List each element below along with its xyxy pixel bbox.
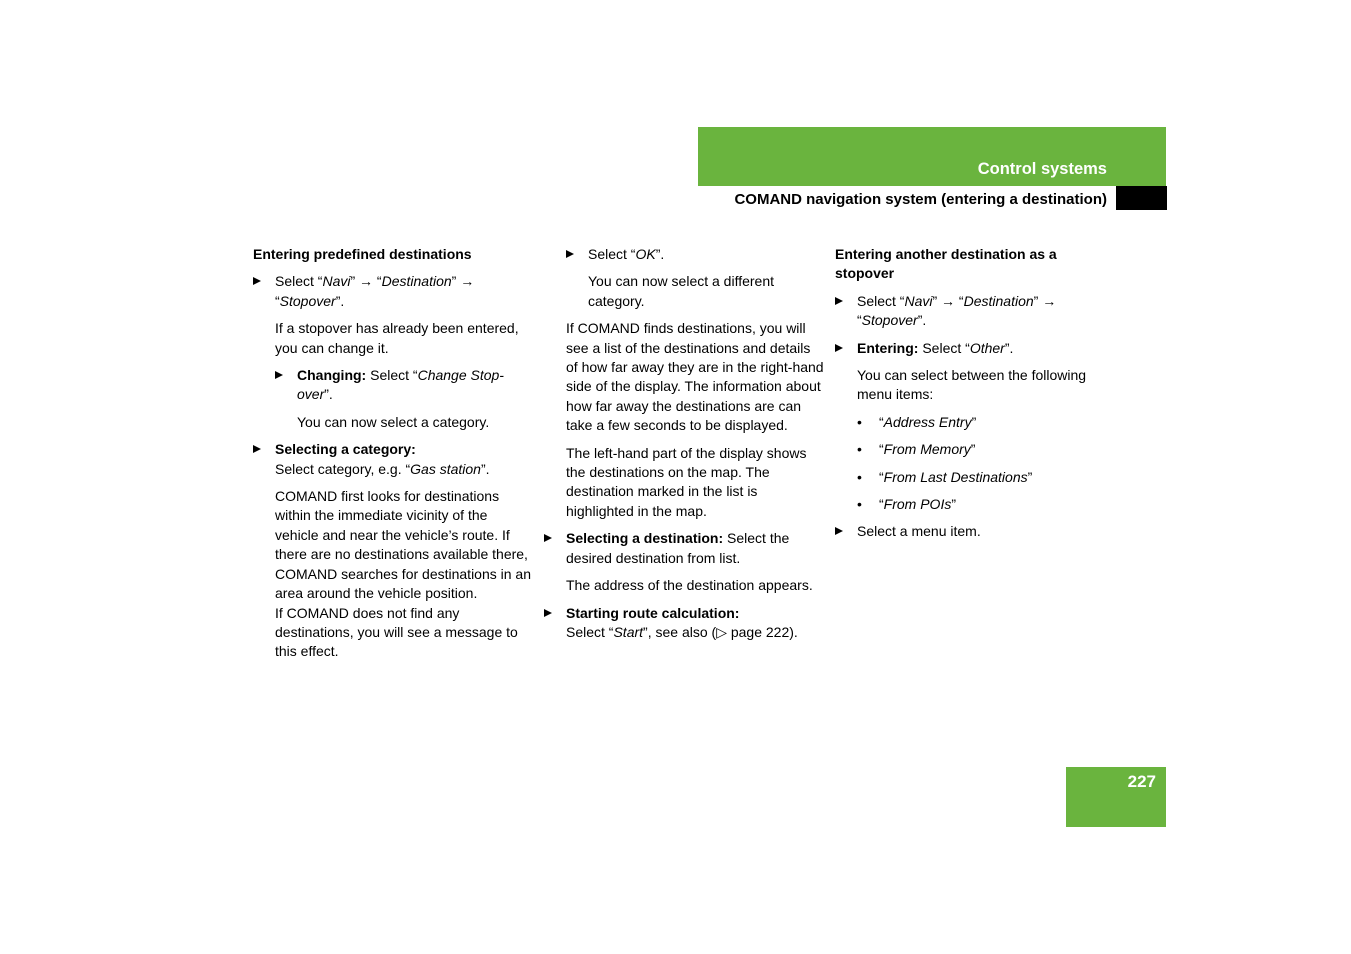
step-changing: Changing: Select “Change Stop-over”. bbox=[275, 366, 533, 405]
paragraph: The address of the destination appears. bbox=[566, 577, 813, 594]
paragraph: If a stopover has already been entered, you can change it. bbox=[275, 320, 519, 356]
triangle-right-icon bbox=[835, 297, 843, 305]
heading-predefined-destinations: Entering predefined destinations bbox=[253, 246, 472, 262]
menu-item-from-last-destinations: • “From Last Destinations” bbox=[857, 468, 1115, 487]
step-select-ok: Select “OK”. bbox=[566, 245, 824, 264]
bullet-dot-icon: • bbox=[857, 468, 862, 485]
step-starting-route-calculation: Starting route calculation: Select “Start”, see also (▷ page 222). bbox=[544, 604, 824, 643]
triangle-right-icon bbox=[544, 534, 552, 542]
paragraph: The left-hand part of the display shows the destinations on the map. The destination marked in the list is highlighted in the map. bbox=[566, 444, 807, 519]
bullet-dot-icon: • bbox=[857, 413, 862, 430]
step-select-menu-item: Select a menu item. bbox=[835, 522, 1115, 541]
column-2 bbox=[544, 245, 824, 650]
step-select-stopover: Select “Navi” → “Destination” → “Stopover”. bbox=[253, 272, 533, 311]
section-title: Control systems bbox=[977, 160, 1107, 178]
step-select-stopover: Select “Navi” → “Destination” → “Stopover”. bbox=[835, 292, 1115, 331]
paragraph: COMAND first looks for destinations within the immediate vicinity of the vehicle and near the vehicle’s route. If there are no destinations available there, COMAND searches for destinations in an area around the vehicle position. bbox=[275, 488, 531, 602]
column-3 bbox=[835, 245, 1115, 550]
bullet-dot-icon: • bbox=[857, 441, 862, 458]
triangle-right-icon bbox=[835, 344, 843, 352]
triangle-right-icon bbox=[253, 277, 261, 285]
paragraph: You can select between the following menu items: bbox=[857, 367, 1087, 403]
paragraph: You can now select a category. bbox=[297, 413, 490, 430]
step-selecting-destination: Selecting a destination: Select the desired destination from list. bbox=[544, 529, 824, 568]
triangle-outline-right-icon: ▷ bbox=[716, 623, 727, 640]
chapter-tab-marker bbox=[1116, 186, 1167, 210]
paragraph: You can now select a different category. bbox=[588, 273, 775, 309]
triangle-right-icon bbox=[835, 527, 843, 535]
triangle-right-icon bbox=[275, 371, 283, 379]
page-number: 227 bbox=[1127, 772, 1156, 791]
step-entering: Entering: Select “Other”. bbox=[835, 339, 1115, 358]
column-1 bbox=[253, 245, 533, 670]
step-selecting-category: Selecting a category: Select category, e.g. “Gas station”. bbox=[253, 440, 533, 479]
menu-item-from-pois: • “From POIs” bbox=[857, 495, 1115, 514]
page-number-box bbox=[1066, 767, 1166, 827]
triangle-right-icon bbox=[544, 609, 552, 617]
paragraph: If COMAND does not find any destinations, you will see a message to this effect. bbox=[275, 604, 518, 660]
heading-another-destination-stopover: Entering another destination as a stopover bbox=[835, 246, 1057, 282]
triangle-right-icon bbox=[566, 250, 574, 258]
subsection-title: COMAND navigation system (entering a destination) bbox=[734, 191, 1107, 208]
paragraph: If COMAND finds destinations, you will see a list of the destinations and details of how far away they are in the right-hand side of the display. The information about how far away the destinations are can take a few seconds to be displayed. bbox=[566, 320, 824, 434]
menu-item-from-memory: • “From Memory” bbox=[857, 440, 1115, 459]
bullet-dot-icon: • bbox=[857, 496, 862, 513]
triangle-right-icon bbox=[253, 445, 261, 453]
menu-item-address-entry: • “Address Entry” bbox=[857, 413, 1115, 432]
